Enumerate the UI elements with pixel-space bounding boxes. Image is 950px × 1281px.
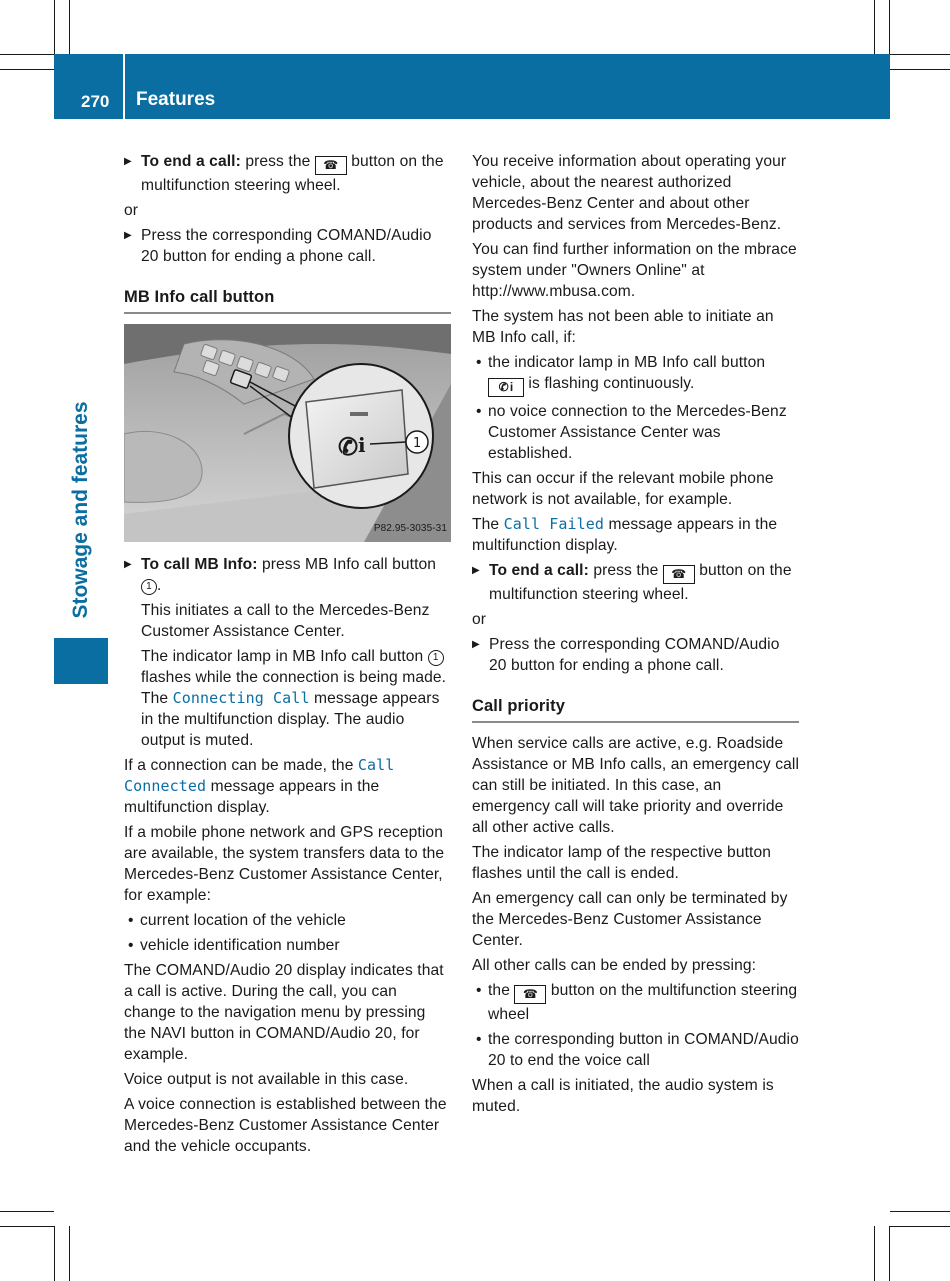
paragraph: All other calls can be ended by pressing:	[472, 957, 757, 974]
crop-mark	[54, 0, 55, 54]
paragraph: Voice output is not available in this case.	[124, 1071, 409, 1088]
paragraph: The Call Failed message appears in the multifunction display.	[472, 515, 778, 554]
paragraph: The indicator lamp of the respective button flashes until the call is ended.	[472, 844, 772, 882]
overhead-control-panel-figure	[124, 324, 451, 542]
instruction-step: ▶ To end a call: press the ☎ button on the multifunction steering wheel.	[124, 151, 451, 196]
paragraph: When a call is initiated, the audio system is muted.	[472, 1077, 774, 1115]
instruction-step: ▶ Press the corresponding COMAND/Audio 20 button for ending a phone call.	[472, 634, 799, 676]
display-message: Call Failed	[503, 515, 605, 533]
display-message: Connecting Call	[172, 689, 310, 707]
list-item: • vehicle identification number	[124, 935, 451, 956]
paragraph: A voice connection is established between the Mercedes-Benz Customer Assistance Center and the vehicle occupants.	[124, 1096, 447, 1155]
end-call-phone-icon: ☎	[514, 985, 546, 1004]
figure-code: P82.95-3035-31	[373, 523, 447, 534]
right-column	[472, 151, 799, 1121]
chapter-tab-label: Stowage and features	[69, 401, 92, 619]
section-heading: MB Info call button	[124, 287, 451, 314]
display-message: Call Connected	[124, 756, 395, 795]
crop-mark	[0, 1226, 54, 1227]
paragraph: The COMAND/Audio 20 display indicates that a call is active. During the call, you can change to the navigation menu by pressing the NAVI button in COMAND/Audio 20, for example.	[124, 962, 444, 1063]
figure-callout: 1	[413, 436, 422, 451]
crop-mark	[890, 54, 950, 55]
left-column	[124, 151, 451, 1161]
page-number: 270	[81, 92, 110, 111]
paragraph: An emergency call can only be terminated by the Mercedes-Benz Customer Assistance Center.	[472, 890, 788, 949]
list-item: • no voice connection to the Mercedes-Benz Customer Assistance Center was established.	[472, 401, 799, 464]
crop-mark	[890, 1211, 950, 1212]
list-item: • current location of the vehicle	[124, 910, 451, 931]
overhead-panel-illustration	[124, 324, 451, 542]
paragraph: If a connection can be made, the Call Connected message appears in the multifunction display.	[124, 756, 395, 816]
end-call-phone-icon: ☎	[663, 565, 695, 584]
paragraph: When service calls are active, e.g. Roadside Assistance or MB Info calls, an emergency call can still be initiated. In this case, an emergency call will take priority and override all other active calls.	[472, 735, 800, 836]
paragraph: You receive information about operating your vehicle, about the nearest authorized Mercedes-Benz Center and about other products and services from Mercedes-Benz.	[472, 153, 787, 233]
instruction-step: ▶ To call MB Info: press MB Info call button 1 . This initiates a call to the Mercedes-Benz Customer Assistance Center. The indicator lamp in MB Info call button 1 flashes while the connection is being made. The Connecting Call message appears in the multifunction display. The audio output is muted.	[124, 554, 451, 751]
list-item: • the ☎ button on the multifunction steering wheel	[472, 980, 799, 1025]
crop-mark	[874, 0, 875, 54]
mb-info-call-button-icon: ✆ i	[488, 378, 524, 397]
crop-mark	[0, 54, 54, 55]
callout-number: 1	[141, 579, 157, 595]
or-text: or	[472, 611, 487, 628]
crop-mark	[0, 1211, 54, 1212]
step-detail: This initiates a call to the Mercedes-Benz Customer Assistance Center.	[141, 602, 430, 640]
chapter-tab-marker	[54, 638, 108, 684]
callout-number: 1	[428, 650, 444, 666]
crop-mark	[0, 69, 54, 70]
section-heading: Call priority	[472, 696, 799, 723]
page-header	[54, 54, 890, 119]
crop-mark	[54, 1226, 55, 1281]
svg-text:i: i	[358, 433, 366, 457]
or-text: or	[124, 202, 139, 219]
paragraph: If a mobile phone network and GPS reception are available, the system transfers data to the Mercedes-Benz Customer Assistance Center, for example:	[124, 824, 445, 904]
end-call-phone-icon: ☎	[315, 156, 347, 175]
step-detail: The indicator lamp in MB Info call button 1 flashes while the connection is being made. The Connecting Call message appears in the multifunction display. The audio output is muted.	[141, 648, 447, 749]
svg-text:✆: ✆	[338, 432, 359, 461]
crop-mark	[890, 69, 950, 70]
crop-mark	[69, 1226, 70, 1281]
header-divider	[123, 54, 125, 119]
crop-mark	[69, 0, 70, 54]
paragraph: The system has not been able to initiate an MB Info call, if:	[472, 308, 774, 346]
instruction-step: ▶ Press the corresponding COMAND/Audio 20 button for ending a phone call.	[124, 225, 451, 267]
paragraph: You can find further information on the mbrace system under "Owners Online" at http://www.mbusa.com.	[472, 241, 797, 300]
page-title: Features	[136, 89, 216, 110]
crop-mark	[874, 1226, 875, 1281]
paragraph: This can occur if the relevant mobile phone network is not available, for example.	[472, 470, 774, 508]
list-item: • the indicator lamp in MB Info call button ✆ i is flashing continuously.	[472, 352, 799, 397]
list-item: • the corresponding button in COMAND/Audio 20 to end the voice call	[472, 1029, 799, 1071]
instruction-step: ▶ To end a call: press the ☎ button on the multifunction steering wheel.	[472, 560, 799, 605]
crop-mark	[889, 1226, 890, 1281]
crop-mark	[890, 1226, 950, 1227]
crop-mark	[889, 0, 890, 54]
